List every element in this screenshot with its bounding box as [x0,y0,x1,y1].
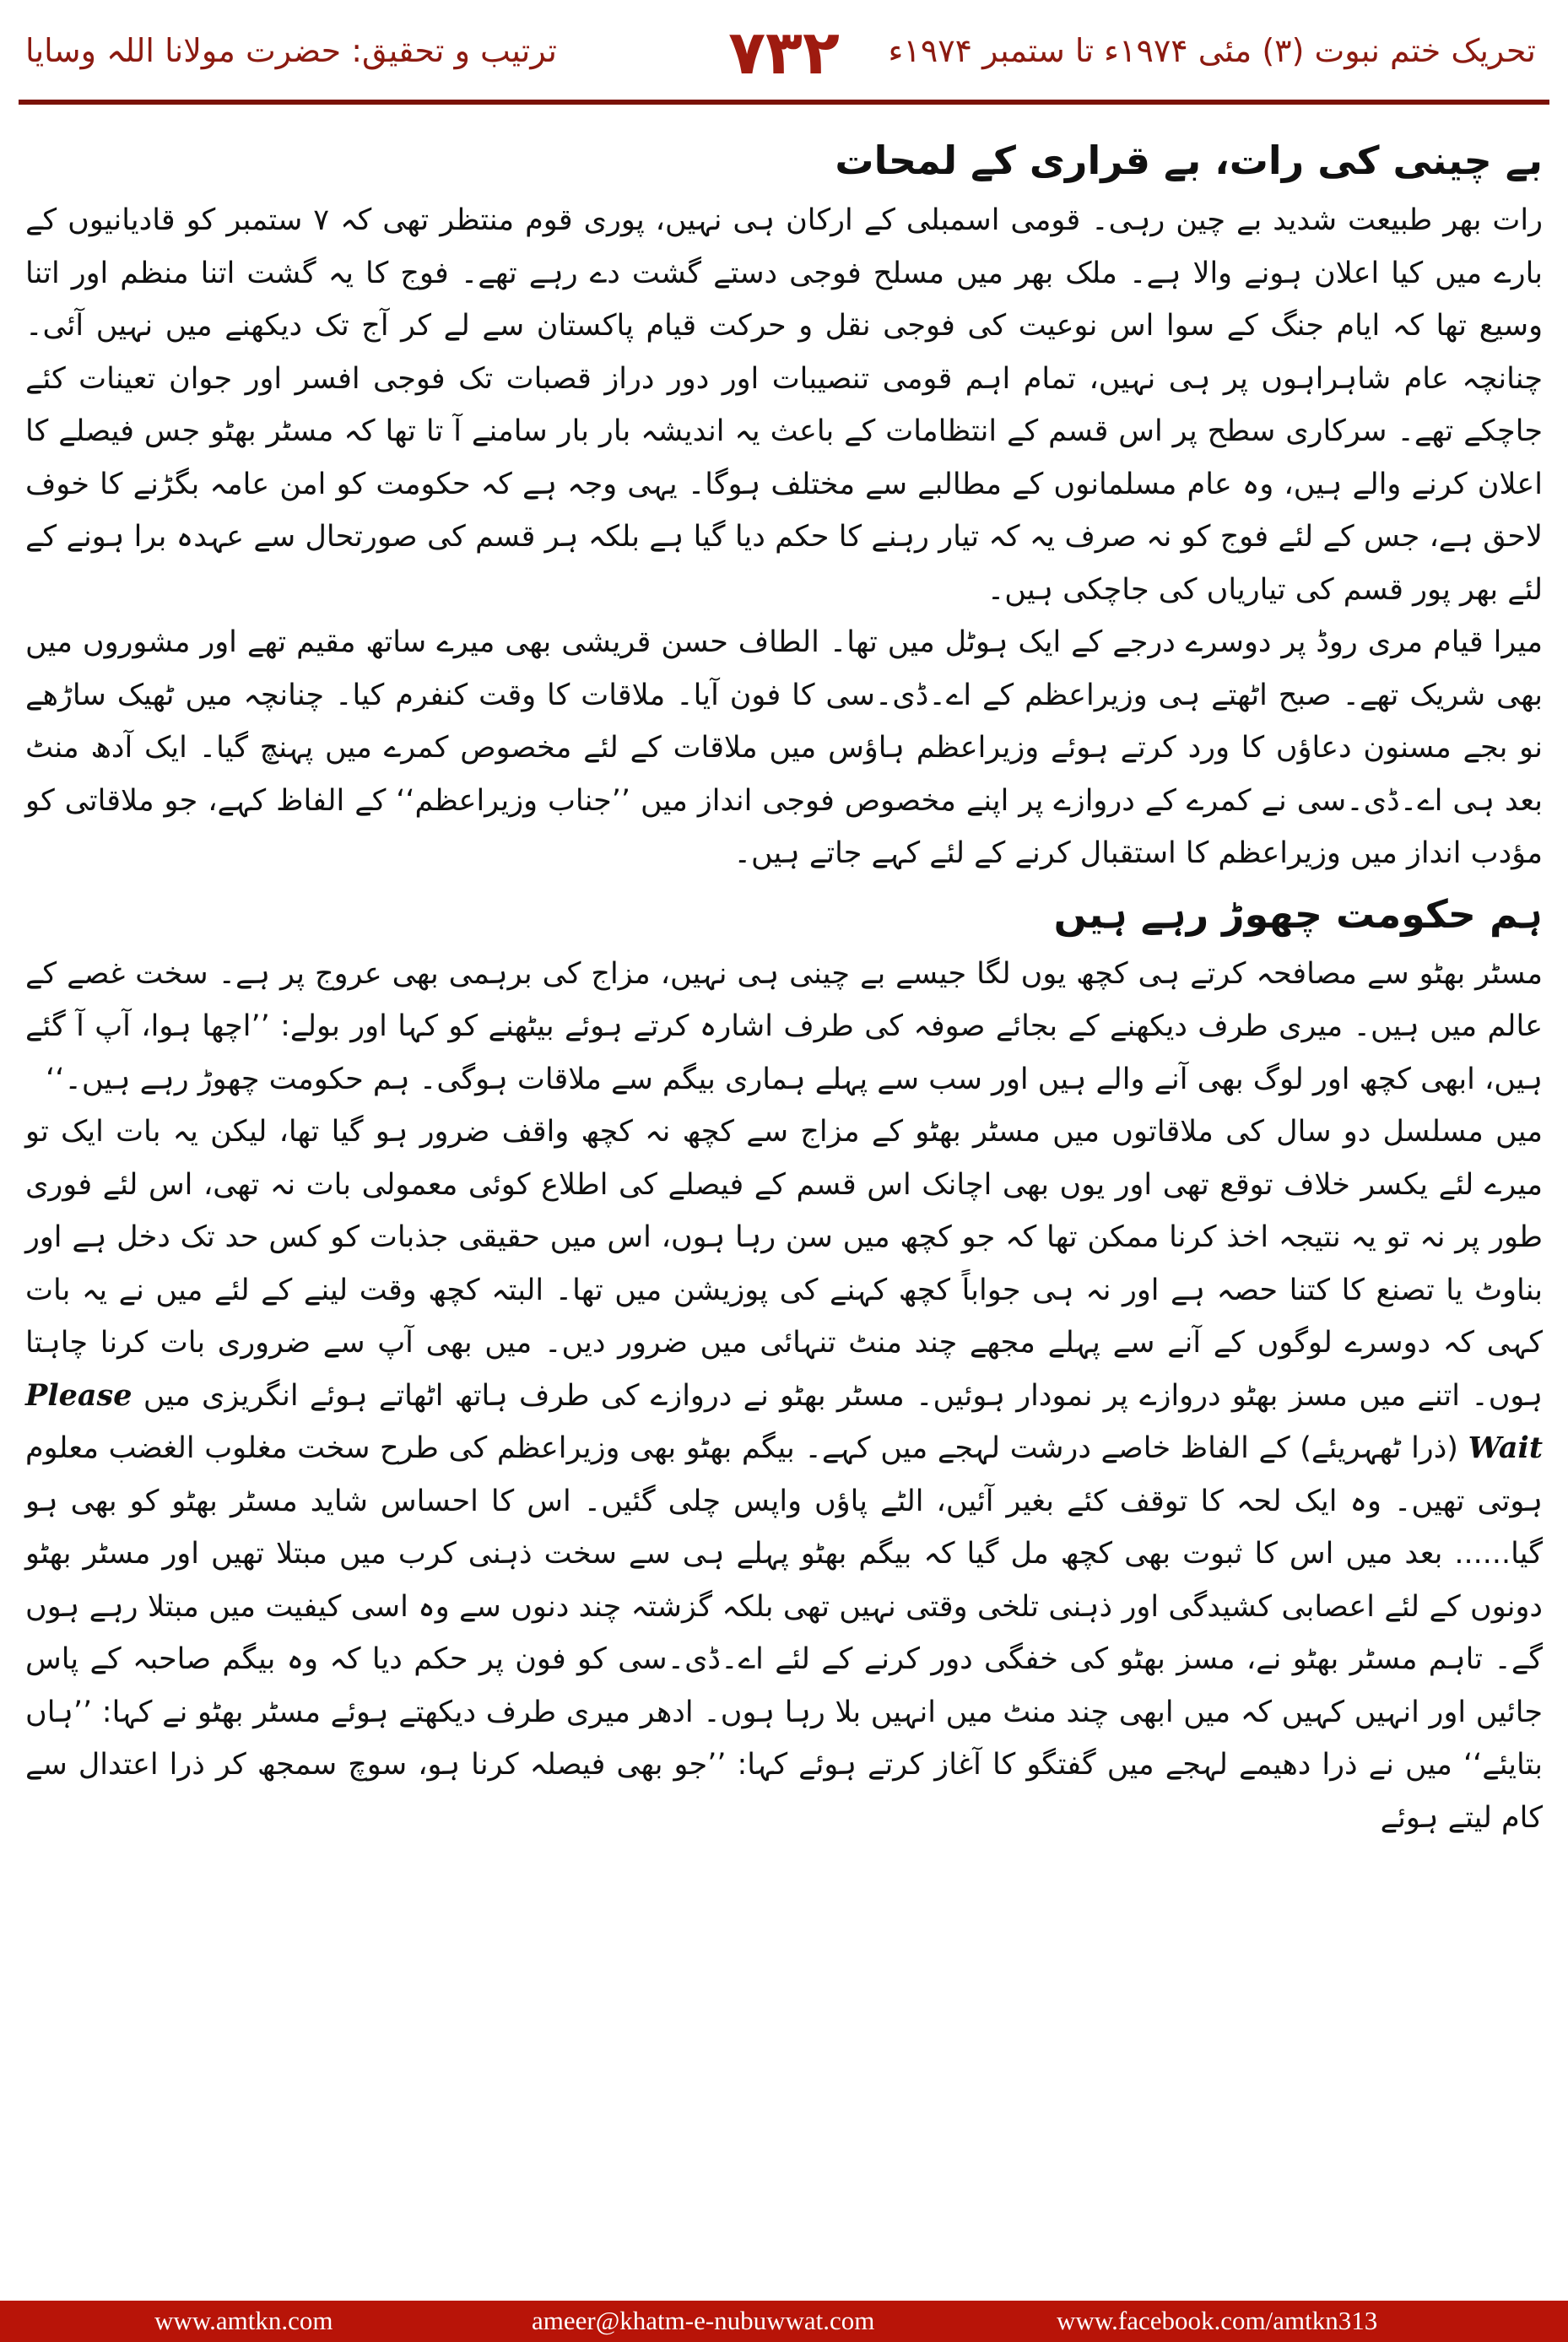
page-body [25,127,1543,1844]
paragraph-text: (ذرا ٹھہریئے) کے الفاظ خاصے درشت لہجے میں کہے۔ بیگم بھٹو بھی وزیراعظم کی طرح سخت مغلوب الغضب معلوم ہوتی تھیں۔ وہ ایک لحہ کا توقف کئے بغیر آئیں، الٹے پاؤں واپس چلی گئیں۔ اس کا احساس شاید مسٹر بھٹو کو بھی ہو گیا...... بعد میں اس کا ثبوت بھی کچھ مل گیا کہ بیگم بھٹو پہلے ہی سے سخت ذہنی کرب میں مبتلا تھیں اور مسٹر بھٹو دونوں کے لئے اعصابی کشیدگی اور ذہنی تلخی وقتی نہیں تھی بلکہ گزشتہ چند دنوں سے وہ اسی کیفیت میں مبتلا رہے ہوں گے۔ تاہم مسٹر بھٹو نے، مسز بھٹو کی خفگی دور کرنے کے لئے اے۔ڈی۔سی کو فون پر حکم دیا کہ وہ بیگم صاحبہ کے پاس جائیں اور انہیں کہیں کہ میں ابھی چند منٹ میں انہیں بلا رہا ہوں۔ ادھر میری طرف دیکھتے ہوئے مسٹر بھٹو نے کہا: ’’ہاں بتایئے‘‘ میں نے ذرا دھیمے لہجے میں گفتگو کا آغاز کرتے ہوئے کہا: ’’جو بھی فیصلہ کرنا ہو، سوچ سمجھ کر ذرا اعتدال سے کام لیتے ہوئے [25,1431,1543,1835]
header-divider [19,100,1549,105]
paragraph: میرا قیام مری روڈ پر دوسرے درجے کے ایک ہوٹل میں تھا۔ الطاف حسن قریشی بھی میرے ساتھ مقیم تھے اور مشوروں میں بھی شریک تھے۔ صبح اٹھتے ہی وزیراعظم کے اے۔ڈی۔سی کا فون آیا۔ ملاقات کا وقت کنفرم کیا۔ چنانچہ میں ٹھیک ساڑھے نو بجے مسنون دعاؤں کا ورد کرتے ہوئے وزیراعظم ہاؤس میں ملاقات کے لئے مخصوص کمرے میں پہنچ گیا۔ ایک آدھ منٹ بعد ہی اے۔ڈی۔سی نے کمرے کے دروازے پر اپنے مخصوص فوجی انداز میں ’’جناب وزیراعظم‘‘ کے الفاظ کہے، جو ملاقاتی کو مؤدب انداز میں وزیراعظم کا استقبال کرنے کے لئے کہے جاتے ہیں۔ [25,625,1543,870]
paragraph: رات بھر طبیعت شدید بے چین رہی۔ قومی اسمبلی کے ارکان ہی نہیں، پوری قوم منتظر تھی کہ ۷ ستمبر کو قادیانیوں کے بارے میں کیا اعلان ہونے والا ہے۔ ملک بھر میں مسلح فوجی دستے گشت دے رہے تھے۔ فوج کا یہ گشت اتنا منظم اور اتنا وسیع تھا کہ ایام جنگ کے سوا اس نوعیت کی فوجی نقل و حرکت قیام پاکستان سے لے کر آج تک دیکھنے میں نہیں آئی۔ چنانچہ عام شاہراہوں پر ہی نہیں، تمام اہم قومی تنصیبات اور دور دراز قصبات تک فوجی افسر اور جوان تعینات کئے جاچکے تھے۔ سرکاری سطح پر اس قسم کے انتظامات کے باعث یہ اندیشہ بار بار سامنے آ تا تھا کہ مسٹر بھٹو جس فیصلے کا اعلان کرنے والے ہیں، وہ عام مسلمانوں کے مطالبے سے مختلف ہوگا۔ یہی وجہ ہے کہ حکومت کو امن عامہ بگڑنے کا خوف لاحق ہے، جس کے لئے فوج کو نہ صرف یہ کہ تیار رہنے کا حکم دیا گیا ہے بلکہ ہر قسم کی صورتحال سے عہدہ برا ہونے کے لئے بھر پور قسم کی تیاریاں کی جاچکی ہیں۔ [25,203,1543,607]
page-number: ۷۳۲ [728,17,840,88]
section-heading-restless-night: بے چینی کی رات، بے قراری کے لمحات [835,138,1543,183]
english-phrase: Please Wait [25,1377,1543,1465]
page-header [0,0,1568,101]
book-title: تحریک ختم نبوت (۳) مئی ۱۹۷۴ء تا ستمبر ۱۹۷۴ء [888,32,1536,69]
facebook-link[interactable]: www.facebook.com/amtkn313 [1057,2306,1378,2335]
email-link[interactable]: ameer@khatm-e-nubuwwat.com [532,2306,875,2335]
paragraph-text: میں مسلسل دو سال کی ملاقاتوں میں مسٹر بھٹو کے مزاج سے کچھ نہ کچھ واقف ضرور ہو گیا تھا، لیکن یہ بات ایک تو میرے لئے یکسر خلاف توقع تھی اور یوں بھی اچانک اس قسم کے فیصلے کی اطلاع کوئی معمولی بات نہ تھی، اس لئے فوری طور پر نہ تو یہ نتیجہ اخذ کرنا ممکن تھا کہ جو کچھ میں سن رہا ہوں، اس میں حقیقی جذبات کو کس حد تک دخل ہے اور بناوٹ یا تصنع کا کتنا حصہ ہے اور نہ ہی جواباً کچھ کہنے کی پوزیشن میں تھا۔ البتہ کچھ وقت لینے کے لئے میں نے یہ بات کہی کہ دوسرے لوگوں کے آنے سے پہلے مجھے چند منٹ تنہائی میں ضرور دیں۔ میں بھی آپ سے ضروری بات کرنا چاہتا ہوں۔ اتنے میں مسز بھٹو دروازے پر نمودار ہوئیں۔ مسٹر بھٹو نے دروازے کی طرف ہاتھ اٹھاتے ہوئے انگریزی میں [25,1115,1543,1413]
compiler-credit: ترتیب و تحقیق: حضرت مولانا اللہ وسایا [25,32,557,69]
section-heading-leaving-government: ہم حکومت چھوڑ رہے ہیں [1053,890,1543,937]
footer-bar [0,2301,1568,2342]
paragraph: مسٹر بھٹو سے مصافحہ کرتے ہی کچھ یوں لگا جیسے بے چینی ہی نہیں، مزاج کی برہمی بھی عروج پر ہے۔ سخت غصے کے عالم میں ہیں۔ میری طرف دیکھنے کے بجائے صوفہ کی طرف اشارہ کرتے ہوئے بیٹھنے کو کہا اور بولے: ’’اچھا ہوا، آپ آ گئے ہیں، ابھی کچھ اور لوگ بھی آنے والے ہیں اور سب سے پہلے ہماری بیگم سے ملاقات ہوگی۔ ہم حکومت چھوڑ رہے ہیں۔‘‘ [25,956,1543,1096]
website-link[interactable]: www.amtkn.com [154,2306,333,2335]
paragraph [25,1106,1543,1844]
